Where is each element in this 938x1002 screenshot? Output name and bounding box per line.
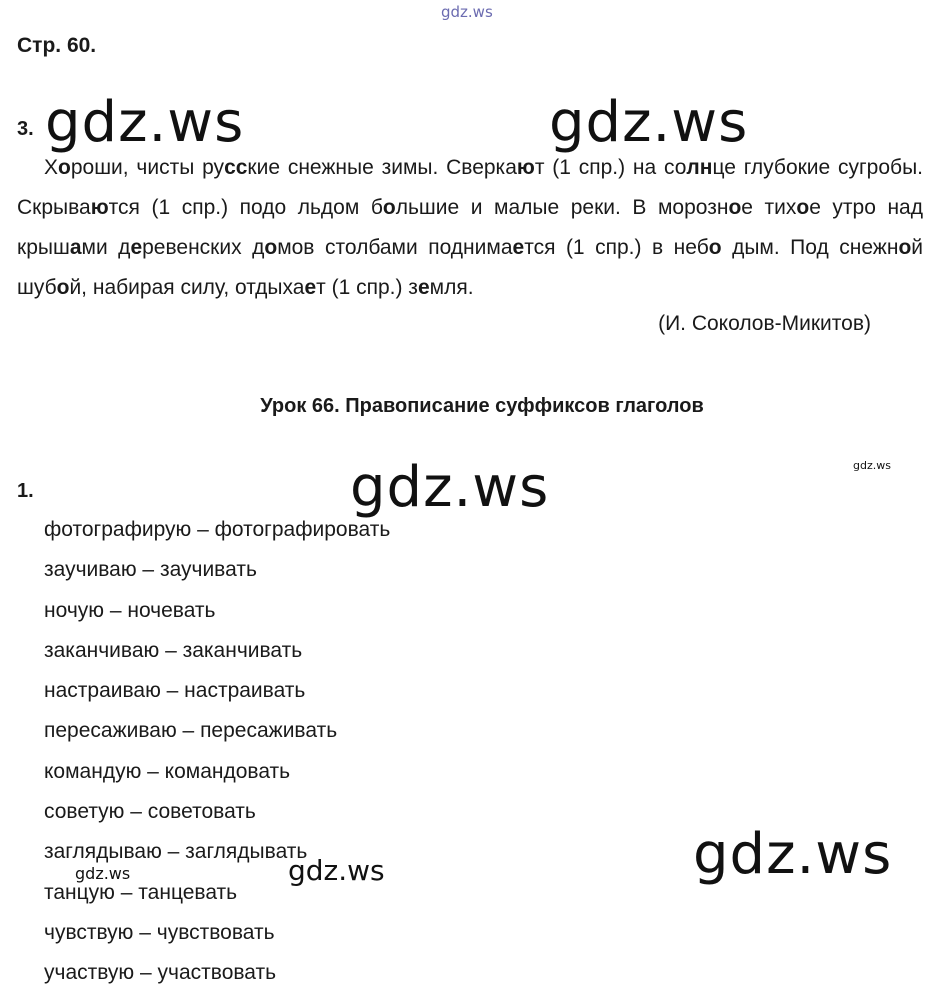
- text-segment: е тих: [741, 196, 797, 219]
- watermark-tiny: gdz.ws: [853, 459, 891, 472]
- highlighted-letters: е: [512, 236, 525, 259]
- task-3-paragraph: [17, 148, 923, 308]
- lesson-title: Урок 66. Правописание суффиксов глаголов: [260, 395, 704, 417]
- verb-pair-item: заканчиваю – заканчивать: [44, 638, 303, 662]
- text-segment: т (1 спр.) з: [316, 276, 418, 299]
- highlighted-letters: о: [58, 156, 71, 179]
- highlighted-letters: е: [130, 236, 143, 259]
- watermark-medium: gdz.ws: [288, 854, 385, 887]
- watermark-small: gdz.ws: [75, 864, 131, 883]
- text-segment: роши, чисты ру: [70, 156, 225, 179]
- verb-pair-item: советую – советовать: [44, 800, 256, 824]
- highlighted-letters: о: [728, 196, 742, 219]
- text-segment: й шуб: [17, 236, 924, 299]
- page-reference: Стр. 60.: [17, 34, 97, 57]
- verb-pair-item: заглядываю – заглядывать: [44, 840, 308, 864]
- watermark-large-4: gdz.ws: [693, 822, 893, 887]
- watermark-large-2: gdz.ws: [549, 90, 749, 155]
- highlighted-letters: сс: [224, 156, 248, 179]
- highlighted-letters: о: [56, 276, 70, 299]
- verb-pair-item: ночую – ночевать: [44, 598, 216, 622]
- task-1-number: 1.: [17, 480, 34, 502]
- highlighted-letters: о: [264, 236, 278, 259]
- text-segment: е утро над крыш: [17, 196, 923, 259]
- text-segment: й, набирая силу, отдыха: [69, 276, 305, 299]
- highlighted-letters: ю: [516, 156, 535, 179]
- highlighted-letters: е: [417, 276, 430, 299]
- text-segment: мов столбами поднима: [277, 236, 513, 259]
- text-segment: кие снежные зимы. Сверка: [247, 156, 517, 179]
- highlighted-letters: а: [69, 236, 82, 259]
- text-segment: тся (1 спр.) в неб: [524, 236, 709, 259]
- highlighted-letters: лн: [686, 156, 713, 179]
- text-segment: це глубокие сугробы. Скрыва: [17, 156, 923, 219]
- quote-author: (И. Соколов-Микитов): [658, 312, 871, 335]
- text-segment: дым. Под снежн: [721, 236, 899, 259]
- text-segment: Х: [44, 156, 59, 179]
- watermark-top: gdz.ws: [441, 3, 493, 21]
- verb-pair-item: командую – командовать: [44, 759, 291, 783]
- text-segment: тся (1 спр.) подо льдом б: [108, 196, 383, 219]
- text-segment: мля.: [429, 276, 474, 299]
- verb-pair-item: заучиваю – заучивать: [44, 558, 257, 582]
- highlighted-letters: о: [796, 196, 810, 219]
- watermark-large-3: gdz.ws: [350, 455, 550, 520]
- highlighted-letters: е: [304, 276, 317, 299]
- highlighted-letters: о: [898, 236, 912, 259]
- verb-pairs-list: [44, 510, 390, 994]
- verb-pair-item: настраиваю – настраивать: [44, 679, 306, 703]
- text-segment: ревенских д: [142, 236, 265, 259]
- verb-pair-item: чувствую – чувствовать: [44, 920, 275, 944]
- highlighted-letters: о: [382, 196, 396, 219]
- verb-pair-item: участвую – участвовать: [44, 961, 277, 985]
- text-segment: ми д: [81, 236, 131, 259]
- verb-pair-item: танцую – танцевать: [44, 880, 238, 904]
- highlighted-letters: о: [708, 236, 722, 259]
- text-segment: т (1 спр.) на со: [534, 156, 687, 179]
- text-segment: льшие и малые реки. В морозн: [395, 196, 729, 219]
- highlighted-letters: ю: [90, 196, 109, 219]
- verb-pair-item: пересаживаю – пересаживать: [44, 719, 338, 743]
- verb-pair-item: фотографирую – фотографировать: [44, 518, 391, 541]
- watermark-large-1: gdz.ws: [45, 90, 245, 155]
- task-3-number: 3.: [17, 118, 34, 140]
